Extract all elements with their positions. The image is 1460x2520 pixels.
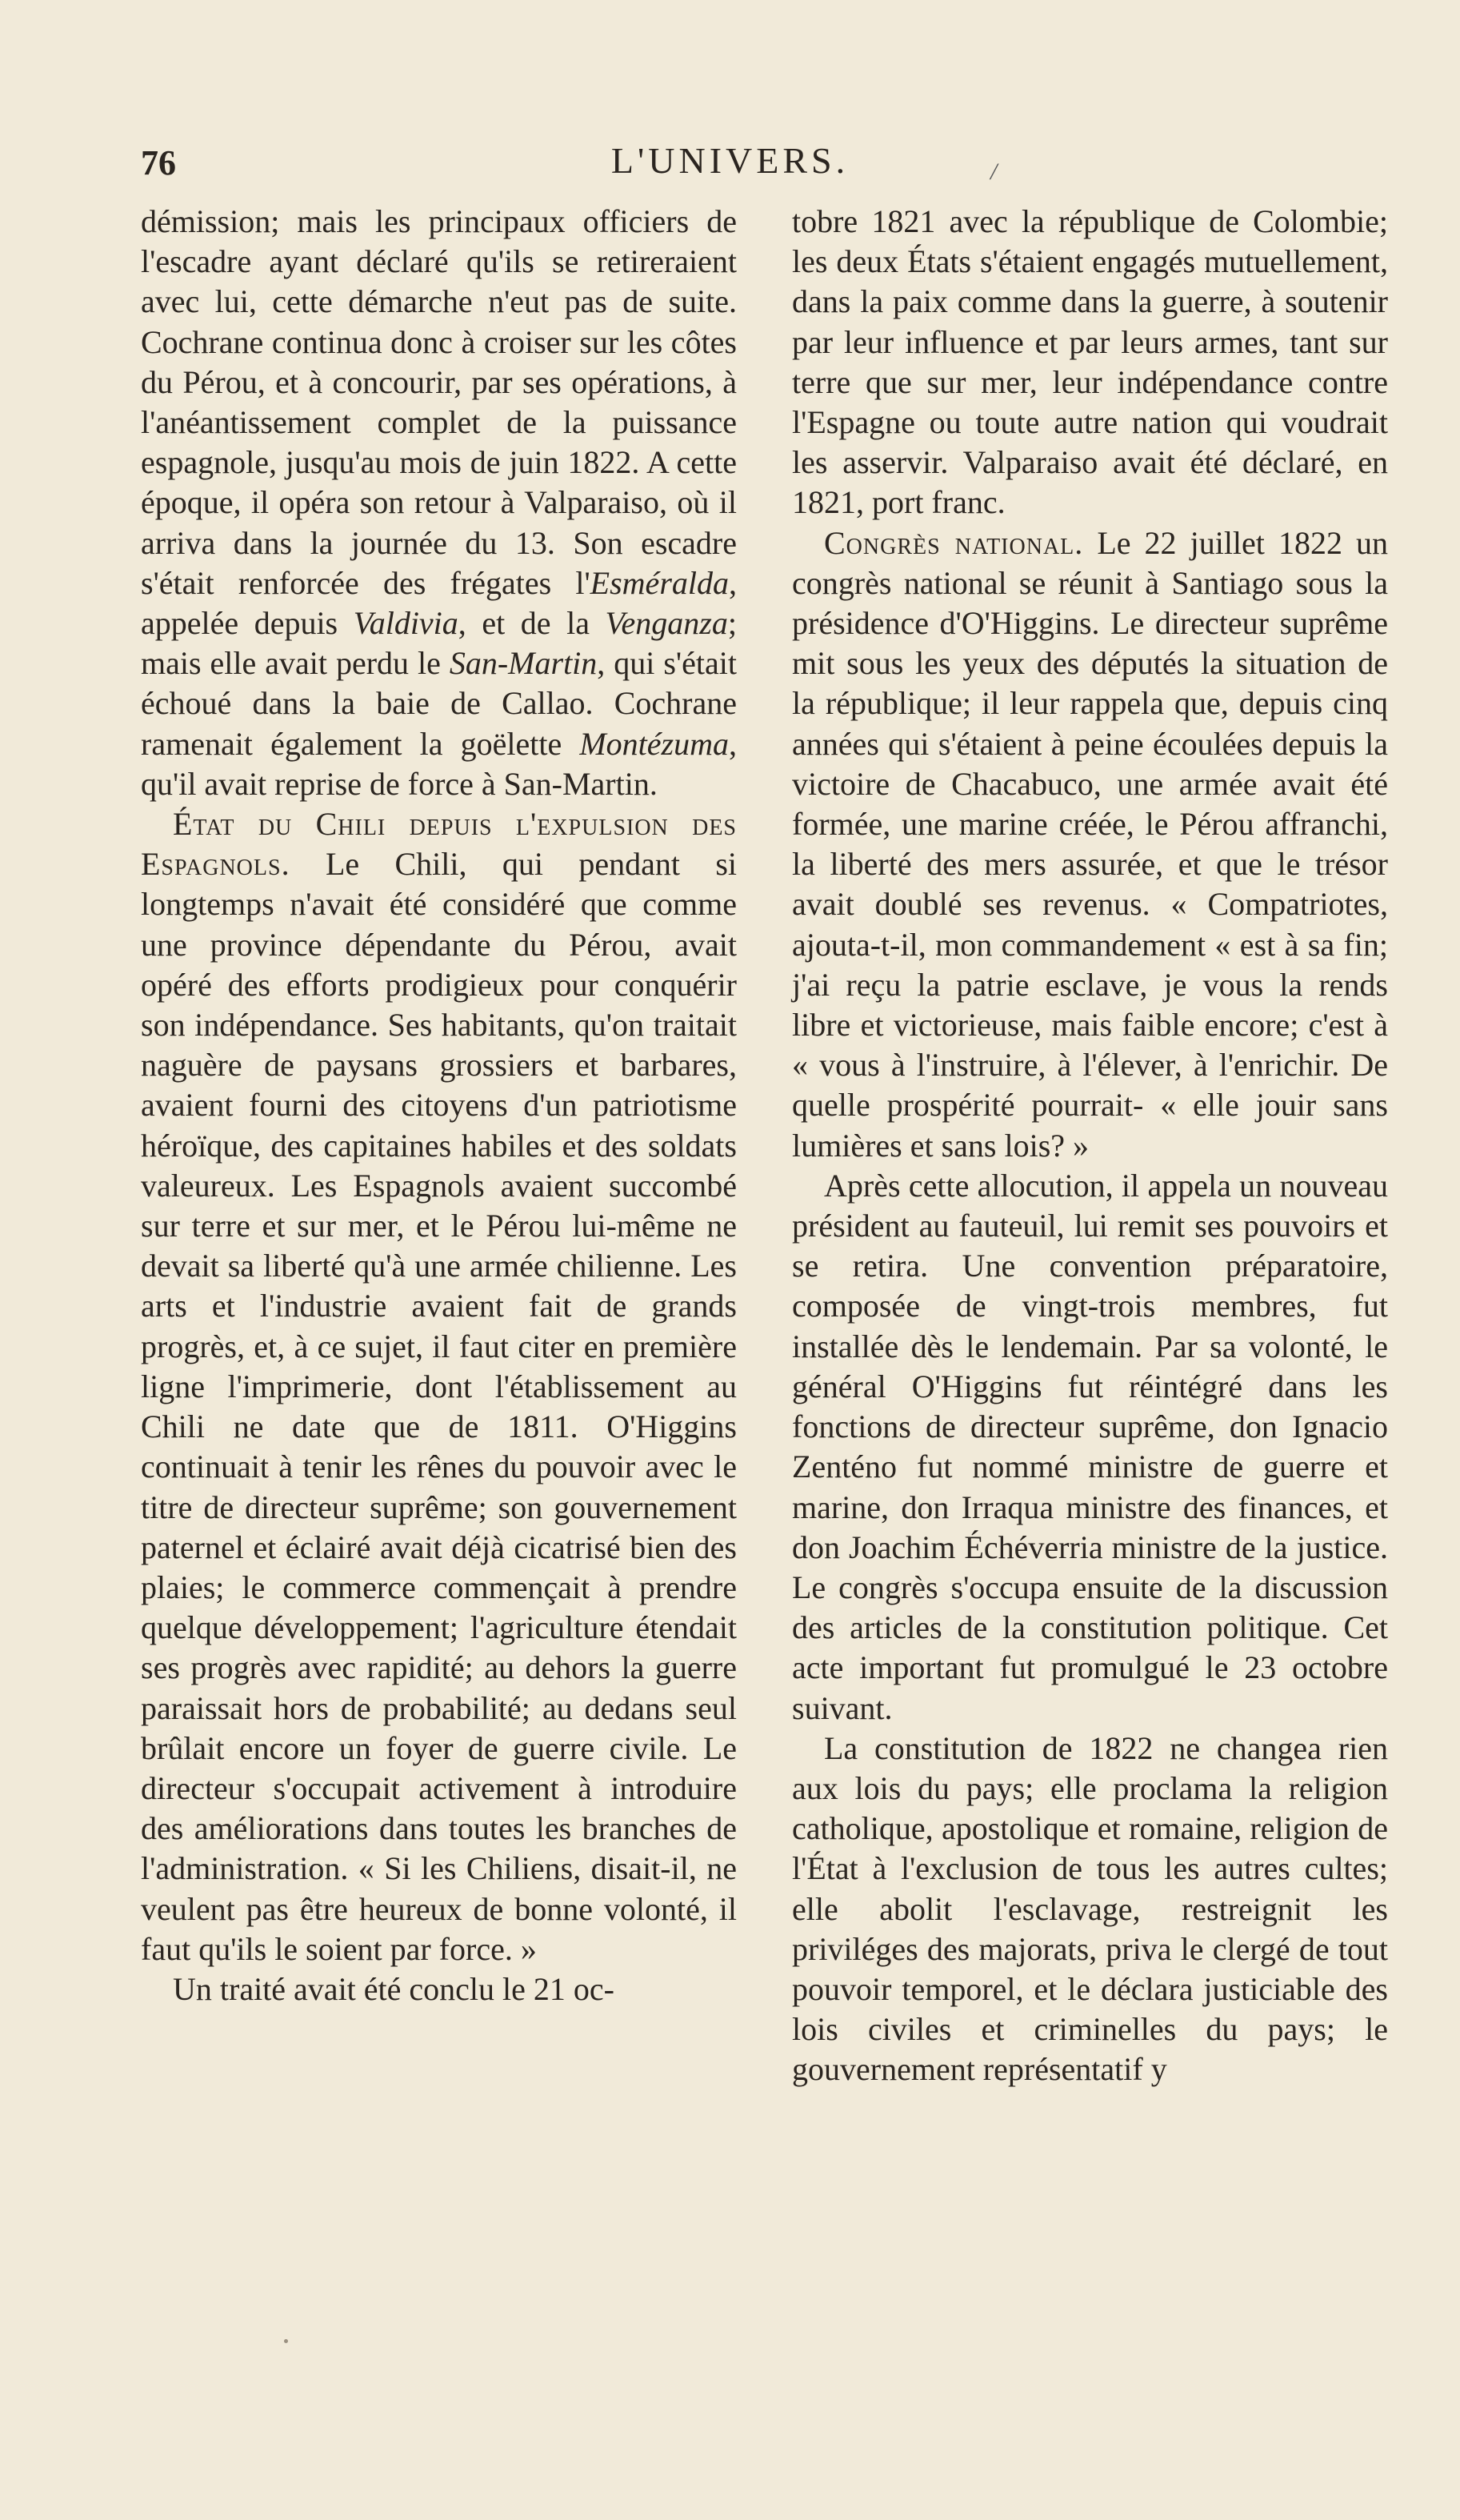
ship-name: Montézuma: [579, 725, 729, 762]
paragraph-traite: Un traité avait été conclu le 21 oc-: [173, 1970, 614, 2007]
paragraph-colombie: tobre 1821 avec la république de Colombie; les deux États s'étaient engagés mutuellement, dans la paix comme dans la guerre, à soutenir par leur influence et par leurs armes, tant sur terre que sur mer, leur indépendance contre l'Espagne ou toute autre nation qui voudrait les asservir. Valparaiso avait été déclaré, en 1821, port franc.: [792, 203, 1388, 521]
paragraph-etat-du-chili: [141, 804, 737, 1969]
stray-mark: /: [990, 158, 998, 185]
paragraph-cochrane: [141, 202, 737, 804]
section-heading: État du Chili depuis l'expulsion des Espagnols.: [141, 806, 737, 883]
ship-name: Venganza: [605, 605, 728, 642]
text-run: , appelée depuis: [141, 564, 737, 642]
left-column: [141, 202, 737, 2009]
text-run: Le Chili, qui pendant si longtemps n'avait été considéré que comme une province dépendante du Pérou, avait opéré des efforts prodigieux pour conquérir son indépendance. Ses habitants, qu'on traitait naguère de paysans grossiers et barbares, avaient fourni des citoyens d'un patriotisme héroïque, des capitaines habiles et des soldats valeureux. Les Espagnols avaient succombé sur terre et sur mer, et le Pérou lui-même ne devait sa liberté qu'à une armée chilienne. Les arts et l'industrie avaient fait de grands progrès, et, à ce sujet, il faut citer en première ligne l'imprimerie, dont l'établissement au Chili ne date que de 1811. O'Higgins continuait à tenir les rênes du pouvoir avec le titre de directeur suprême; son gouvernement paternel et éclairé avait déjà cicatrisé bien des plaies; le commerce commençait à prendre quelque développement; l'agriculture étendait ses progrès avec rapidité; au dehors la guerre paraissait hors de probabilité; au dedans seul brûlait encore un foyer de guerre civile. Le directeur s'occupait activement à introduire des améliorations dans toutes les branches de l'administration. « Si les Chiliens, disait-il, ne veulent pas être heureux de bonne volonté, il faut qu'ils le soient par force. »: [141, 846, 737, 1967]
page-number: 76: [141, 143, 176, 182]
running-title: L'UNIVERS.: [610, 140, 850, 181]
ship-name: Valdivia: [353, 605, 458, 642]
section-heading: Congrès national.: [824, 524, 1084, 561]
paper-speck: [284, 2339, 288, 2343]
text-run: , qui s'était échoué dans la baie de Callao. Cochrane ramenait également la goëlette: [141, 645, 737, 762]
right-column: [792, 202, 1388, 2090]
text-run: , et de la: [458, 605, 606, 642]
ship-name: San-Martin: [449, 645, 598, 682]
text-run: Le 22 juillet 1822 un congrès national se réunit à Santiago sous la présidence d'O'Higgins. Le directeur suprême mit sous les yeux des députés la situation de la république; il leur rappela que, depuis cinq années qui s'étaient à peine écoulées depuis la victoire de Chacabuco, une armée avait été formée, une marine créée, le Pérou affranchi, la liberté des mers assurée, et que le trésor avait doublé ses revenus. « Compatriotes, ajouta-t-il, mon commandement « est à sa fin; j'ai reçu la patrie esclave, je vous la rends libre et victorieuse, mais faible encore; c'est à « vous à l'instruire, à l'élever, à l'enrichir. De quelle prospérité pourrait- « elle jouir sans lumières et sans lois? »: [792, 524, 1388, 1164]
text-run: ; mais elle avait perdu le: [141, 605, 737, 682]
paragraph-congres-national: [792, 523, 1388, 1166]
text-run: , qu'il avait reprise de force à San-Martin.: [141, 725, 737, 802]
paragraph-constitution: La constitution de 1822 ne changea rien aux lois du pays; elle proclama la religion catholique, apostolique et romaine, religion de l'État à l'exclusion de tous les autres cultes; elle abolit l'esclavage, restreignit les priviléges des majorats, priva le clergé de tout pouvoir temporel, et le déclara justiciable des lois civiles et criminelles du pays; le gouvernement représentatif y: [792, 1729, 1388, 2088]
text-run: démission; mais les principaux officiers de l'escadre ayant déclaré qu'ils se retireraient avec lui, cette démarche n'eut pas de suite. Cochrane continua donc à croiser sur les côtes du Pérou, et à concourir, par ses opérations, à l'anéantissement complet de la puissance espagnole, jusqu'au mois de juin 1822. A cette époque, il opéra son retour à Valparaiso, où il arriva dans la journée du 13. Son escadre s'était renforcée des frégates l': [141, 203, 737, 601]
ship-name: Esméralda: [590, 564, 729, 601]
paragraph-allocution: Après cette allocution, il appela un nouveau président au fauteuil, lui remit ses pouvoirs et se retira. Une convention préparatoire, composée de vingt-trois membres, fut installée dès le lendemain. Par sa volonté, le général O'Higgins fut réintégré dans les fonctions de directeur suprême, don Ignacio Zenténo fut nommé ministre de guerre et marine, don Irraqua ministre des finances, et don Joachim Échéverria ministre de la justice. Le congrès s'occupa ensuite de la discussion des articles de la constitution politique. Cet acte important fut promulgué le 23 octobre suivant.: [792, 1167, 1388, 1726]
